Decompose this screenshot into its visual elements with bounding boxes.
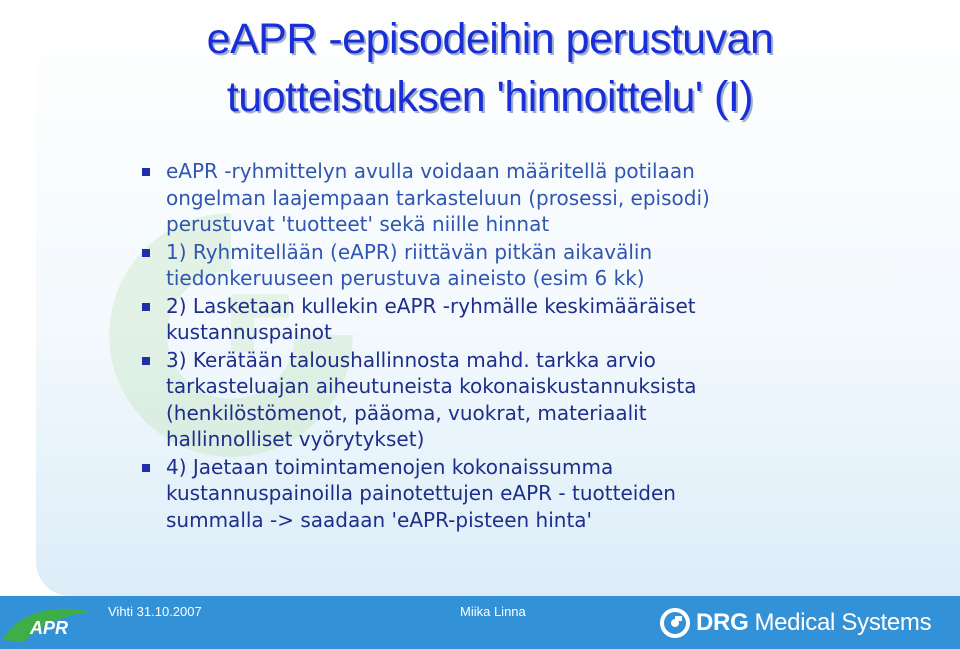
drg-logo-icon	[660, 608, 690, 638]
bullet-item-5	[142, 454, 832, 534]
bullet-line: kustannuspainoilla painotettujen eAPR - tuotteiden	[166, 481, 676, 505]
bullet-line: ongelman laajempaan tarkasteluun (prosessi, episodi)	[166, 185, 710, 210]
bullet-item-2	[142, 239, 832, 292]
title-line-2: tuotteistuksen 'hinnoittelu' (I)	[226, 73, 754, 121]
apr-logo-text: APR	[30, 618, 69, 638]
title-line-1: eAPR -episodeihin perustuvan	[206, 15, 774, 63]
bullet-line: summalla -> saadaan 'eAPR-pisteen hinta'	[166, 507, 593, 532]
square-bullet-icon	[142, 357, 150, 365]
bullet-item-1	[142, 158, 832, 238]
square-bullet-icon	[142, 249, 150, 257]
bullet-line: eAPR -ryhmittelyn avulla voidaan määritellä potilaan	[166, 159, 695, 183]
bullet-line: perustuvat 'tuotteet' sekä niille hinnat	[166, 212, 550, 236]
bullet-item-4	[142, 347, 832, 453]
bullet-line: (henkilöstömenot, pääoma, vuokrat, materiaalit	[166, 400, 647, 425]
square-bullet-icon	[142, 303, 150, 311]
bullet-line: 1) Ryhmitellään (eAPR) riittävän pitkän aikavälin	[166, 239, 653, 264]
slide-title	[80, 10, 900, 126]
square-bullet-icon	[142, 168, 150, 176]
apr-logo-icon	[0, 604, 96, 644]
bullet-line: 3) Kerätään taloushallinnosta mahd. tarkka arvio	[166, 347, 656, 372]
footer-date: Vihti 31.10.2007	[108, 604, 202, 619]
bullet-line: hallinnolliset vyörytykset)	[166, 427, 425, 451]
bullet-line: tarkasteluajan aiheutuneista kokonaiskustannuksista	[166, 374, 697, 398]
drg-logo-rest: Medical Systems	[754, 609, 932, 636]
bullet-item-3	[142, 293, 832, 346]
bullet-line: kustannuspainot	[166, 320, 332, 344]
bullet-line: 2) Lasketaan kullekin eAPR -ryhmälle keskimääräiset	[166, 293, 696, 318]
drg-logo	[660, 602, 932, 644]
square-bullet-icon	[142, 464, 150, 472]
drg-logo-text	[696, 609, 931, 637]
drg-logo-bold: DRG	[696, 609, 749, 636]
bullet-list	[142, 158, 832, 534]
bullet-line: tiedonkeruuseen perustuva aineisto (esim 6 kk)	[166, 266, 645, 290]
footer-author: Miika Linna	[460, 604, 526, 619]
bullet-line: 4) Jaetaan toimintamenojen kokonaissumma	[166, 454, 614, 479]
